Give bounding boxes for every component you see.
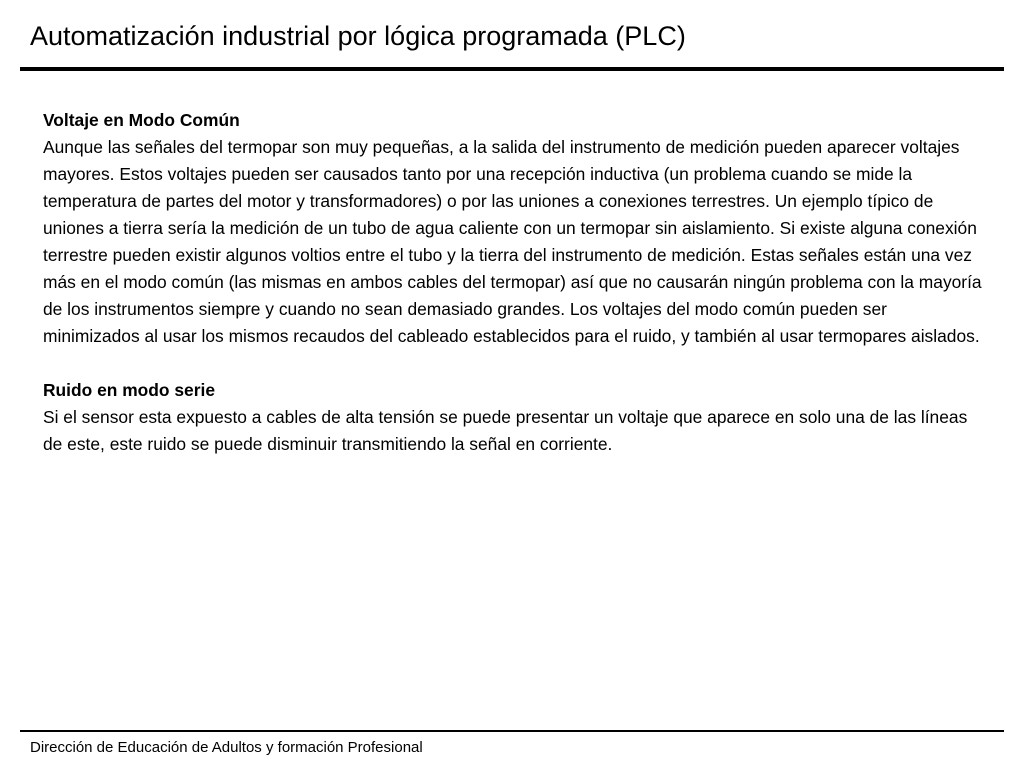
section-common-mode-voltage (43, 107, 988, 350)
title-divider (20, 67, 1004, 71)
section-heading: Voltaje en Modo Común (43, 110, 240, 130)
section-series-mode-noise (43, 377, 988, 458)
footer-text: Dirección de Educación de Adultos y formación Profesional (30, 739, 423, 756)
section-spacer (43, 350, 988, 377)
slide-content (43, 107, 988, 458)
section-heading: Ruido en modo serie (43, 380, 215, 400)
slide-title: Automatización industrial por lógica programada (PLC) (30, 21, 686, 51)
footer-divider (20, 730, 1004, 732)
section-body: Aunque las señales del termopar son muy pequeñas, a la salida del instrumento de medición pueden aparecer voltajes mayores. Estos voltajes pueden ser causados tanto por una recepción inductiva (un problema cuando se mide la temperatura de partes del motor y transformadores) o por las uniones a conexiones terrestres. Un ejemplo típico de uniones a tierra sería la medición de un tubo de agua caliente con un termopar sin aislamiento. Si existe alguna conexión terrestre pueden existir algunos voltios entre el tubo y la tierra del instrumento de medición. Estas señales están una vez más en el modo común (las mismas en ambos cables del termopar) así que no causarán ningún problema con la mayoría de los instrumentos siempre y cuando no sean demasiado grandes. Los voltajes del modo común pueden ser minimizados al usar los mismos recaudos del cableado establecidos para el ruido, y también al usar termopares aislados. (43, 137, 982, 346)
section-body: Si el sensor esta expuesto a cables de alta tensión se puede presentar un voltaje que aparece en solo una de las líneas de este, este ruido se puede disminuir transmitiendo la señal en corriente. (43, 407, 968, 454)
